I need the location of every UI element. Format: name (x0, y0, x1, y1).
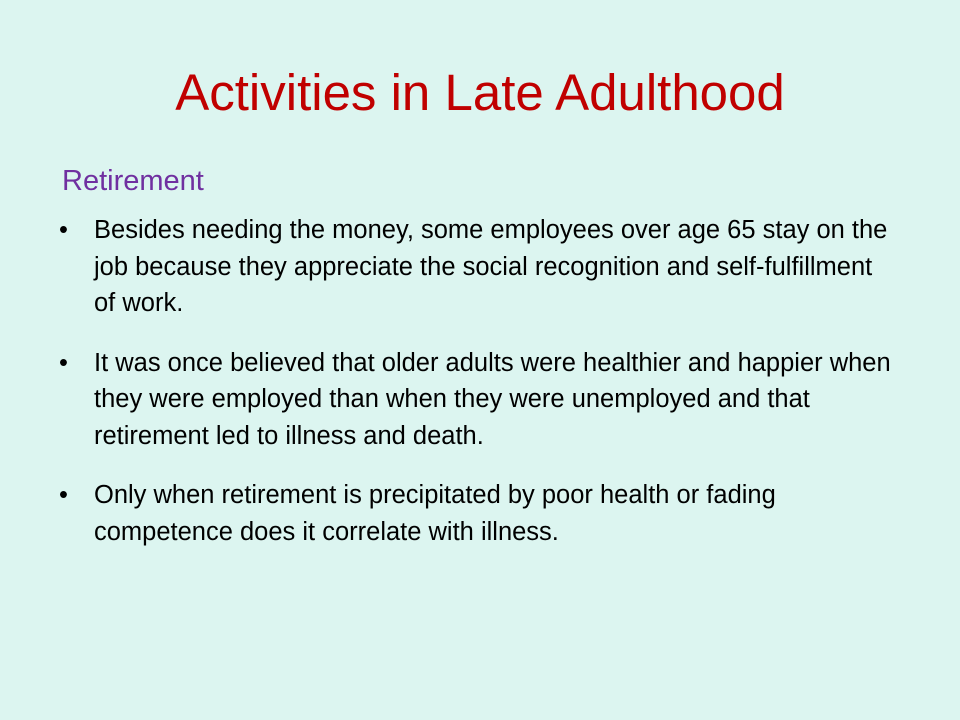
bullet-text: Besides needing the money, some employees over age 65 stay on the job because they appreciate the social recognition and self-fulfillment of work. (94, 216, 888, 317)
bullet-item (56, 212, 896, 322)
section-subheading: Retirement (62, 165, 204, 197)
slide-title: Activities in Late Adulthood (175, 64, 785, 121)
bullet-icon: • (59, 348, 68, 377)
bullet-text: Only when retirement is precipitated by poor health or fading competence does it correlate with illness. (94, 481, 776, 546)
bullet-text: It was once believed that older adults were healthier and happier when they were employed than when they were unemployed and that retirement led to illness and death. (94, 348, 891, 450)
bullet-item (56, 345, 896, 455)
bullet-list (56, 212, 896, 573)
bullet-icon: • (59, 481, 68, 509)
bullet-item (56, 477, 896, 550)
bullet-icon: • (59, 216, 68, 244)
